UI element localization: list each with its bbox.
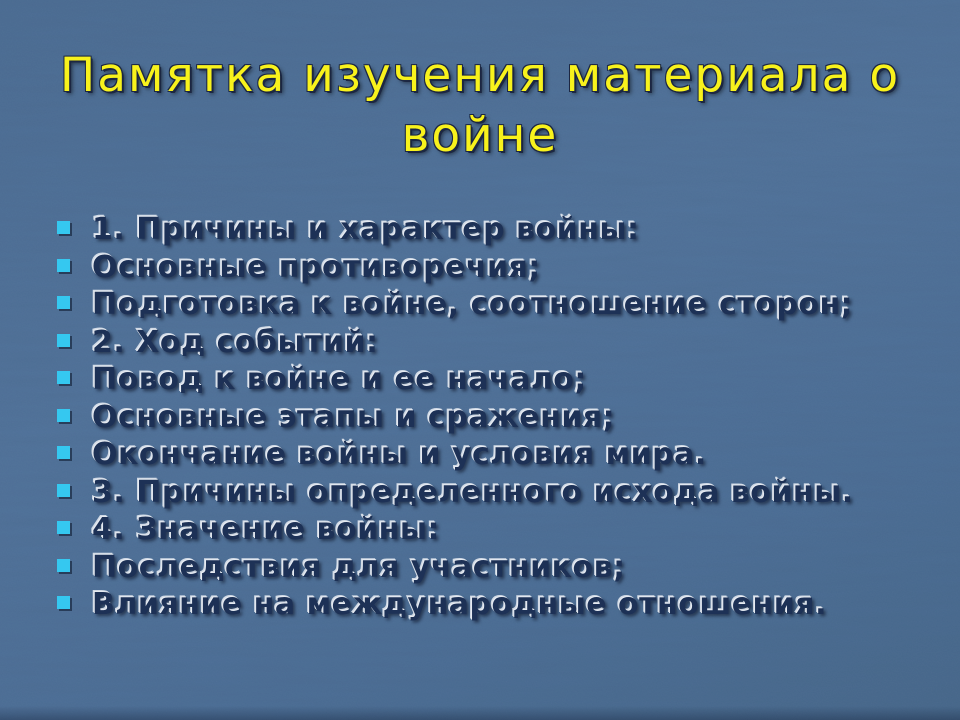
- list-item-text: 1. Причины и характер войны:: [92, 212, 640, 247]
- square-bullet-icon: [57, 371, 70, 384]
- list-item: [57, 586, 934, 624]
- square-bullet-icon: [57, 409, 70, 422]
- square-bullet-icon: [57, 446, 70, 459]
- square-bullet-icon: [57, 559, 70, 572]
- list-item: [57, 436, 934, 474]
- square-bullet-icon: [57, 334, 70, 347]
- list-item-text: 4. Значение войны:: [92, 512, 440, 547]
- list-item-text: Подготовка к войне, соотношение сторон;: [92, 287, 854, 322]
- square-bullet-icon: [57, 296, 70, 309]
- list-item-text: Повод к войне и ее начало;: [92, 362, 587, 397]
- list-item-text: Основные противоречия;: [92, 249, 541, 285]
- square-bullet-icon: [57, 596, 70, 609]
- list-item-text: 3. Причины определенного исхода войны.: [92, 474, 854, 510]
- list-item: [57, 399, 934, 437]
- list-item: [57, 286, 934, 324]
- list-item-text: Влияние на международные отношения.: [92, 587, 827, 622]
- bottom-shade: [0, 706, 960, 720]
- list-item-text: Окончание войны и условия мира.: [92, 437, 707, 472]
- list-item: [57, 549, 934, 587]
- list-item: [57, 474, 934, 512]
- square-bullet-icon: [57, 259, 70, 272]
- list-item-text: Основные этапы и сражения;: [92, 399, 616, 435]
- list-item: [57, 324, 934, 362]
- list-item: [57, 511, 934, 549]
- list-item: [57, 361, 934, 399]
- slide-title-line-2: войне: [401, 108, 559, 163]
- bullet-list: [57, 211, 934, 624]
- square-bullet-icon: [57, 221, 70, 234]
- square-bullet-icon: [57, 521, 70, 534]
- slide-title: [0, 46, 960, 166]
- list-item-text: 2. Ход событий:: [92, 324, 379, 360]
- slide-title-line-1: Памятка изучения материала о: [59, 48, 901, 103]
- list-item: [57, 211, 934, 249]
- list-item-text: Последствия для участников;: [92, 549, 626, 585]
- square-bullet-icon: [57, 484, 70, 497]
- list-item: [57, 249, 934, 287]
